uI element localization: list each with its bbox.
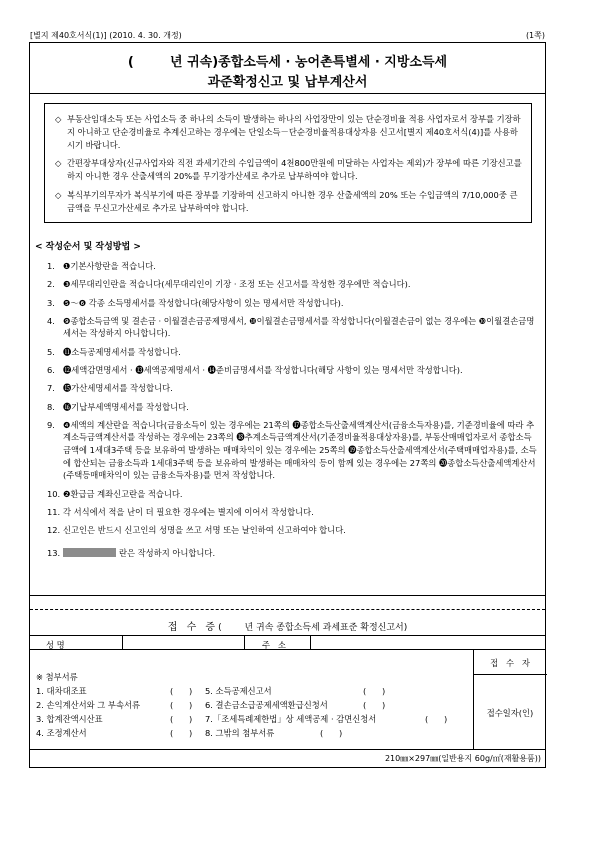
cell-divider <box>310 635 311 649</box>
check-paren: ( ) <box>363 700 386 710</box>
notice-text: 부동산임대소득 또는 사업소득 중 하나의 소득이 발생하는 하나의 사업장만이 있는 단순경비율 적용 사업자로서 장부를 기장하지 아니하고 단순경비율로 추계신고하는 경우에는 단일소득－단순경비율적용대상자용 신고서[별지 제40호서식(4)]를 사용하시기 바랍니다. <box>67 114 521 150</box>
attachments-title: ※ 첨부서류 <box>36 672 78 682</box>
check-paren: ( ) <box>320 728 343 738</box>
step-text: ❸세무대리인란을 적습니다(세무대리인이 기장 · 조정 또는 신고서를 작성한 경우에만 적습니다). <box>63 279 411 290</box>
instruction-item <box>47 297 539 310</box>
step-number: 8. <box>47 401 55 412</box>
step-text: ❹세액의 계산란을 적습니다(금융소득이 있는 경우에는 21쪽의 ⓱종합소득산출세액계산서(금융소득자용)를, 기준경비율에 따라 추계소득금액계산서를 작성하는 경우에는 23쪽의 ⓲추계소득금액계산서(기준경비율적용대상자용)를, 부동산매매업자로서 종합소득금액에 1세대3주택 등을 보유하여 발생하는 매매차익이 있는 경우에는 25쪽의 ⓳종합소득산출세액계산서(주택매매업자용)를, 소득에 합산되는 금융소득과 1세대3주택 등을 보유하여 발생하는 매매차익 등이 함께 있는 경우에는 27쪽의 ⓴종합소득산출세액계산서(주택등매매차익이 있는 금융소득자용)를 먼저 작성합니다. <box>63 419 537 481</box>
receipt-title-main: 접 수 증 <box>167 622 219 633</box>
attachment-label: 5. 소득공제신고서 <box>205 686 272 696</box>
instruction-item <box>47 506 539 519</box>
instructions-bottom-rule <box>30 595 545 596</box>
form-number: [별지 제40호서식(1)] (2010. 4. 30. 개정) <box>30 31 182 40</box>
check-paren: ( ) <box>170 714 193 724</box>
form-title-line2: 과준확정신고 및 납부계산서 <box>207 75 368 90</box>
cell-divider <box>244 635 245 649</box>
form-title-line1: ( 년 귀속)종합소득세 · 농어촌특별세 · 지방소득세 <box>127 55 448 70</box>
step-text: ❺～❻ 각종 소득명세서를 작성합니다(해당사항이 있는 명세서만 작성합니다). <box>63 297 344 308</box>
step-number: 3. <box>47 297 55 308</box>
step-text: ❷환급금 계좌신고란을 적습니다. <box>63 488 183 499</box>
page-number: (1쪽) <box>525 31 545 40</box>
step-number: 9. <box>47 419 55 430</box>
notice-box <box>44 103 532 223</box>
attachment-label: 4. 조정계산서 <box>36 728 87 738</box>
attachment-item <box>36 685 193 698</box>
attachment-item <box>36 713 193 726</box>
attachment-item <box>205 699 386 712</box>
receipt-rule <box>30 635 545 636</box>
step-number: 7. <box>47 383 55 394</box>
step-text: ⓫소득공제명세서를 작성합니다. <box>63 346 181 357</box>
attachment-label: 1. 대차대조표 <box>36 686 87 696</box>
attachment-label: 8. 그밖의 첨부서류 <box>205 728 275 738</box>
notice-text: 간편장부대상자(신규사업자와 직전 과세기간의 수입금액이 4천800만원에 미달하는 사업자는 제외)가 장부에 따른 기장신고를 하지 아니한 경우 산출세액의 20%를 무기장가산세로 추가로 납부하여야 합니다. <box>67 158 522 182</box>
step-number: 4. <box>47 315 55 326</box>
step-text: 각 서식에서 적을 난이 더 필요한 경우에는 별지에 이어서 작성합니다. <box>63 506 314 517</box>
diamond-icon: ◇ <box>55 158 62 169</box>
step-number: 6. <box>47 365 55 375</box>
instruction-item <box>47 488 539 501</box>
step-text: 란은 작성하지 아니합니다. <box>119 547 216 558</box>
attachment-item <box>205 685 386 698</box>
receiver-label: 접 수 자 <box>490 658 530 668</box>
notice-item <box>55 157 523 183</box>
cut-line <box>30 609 545 610</box>
receipt-title-sub: ( 년 귀속 종합소득세 과세표준 확정신고서) <box>218 623 408 633</box>
receiver-rule <box>473 674 547 675</box>
receipt-title <box>30 618 545 633</box>
instruction-item <box>47 346 539 359</box>
step-text: ❶기본사항란을 적습니다. <box>63 261 156 271</box>
notice-text: 복식부기의무자가 복식부기에 따른 장부를 기장하여 신고하지 아니한 경우 산출세액의 20% 또는 수입금액의 7/10,000중 큰 금액을 무신고가산세로 추가로 납부하여야 합니다. <box>67 189 518 213</box>
notice-item <box>55 189 523 215</box>
form-frame <box>29 42 546 768</box>
cell-divider <box>122 635 123 649</box>
receipt-rule <box>30 649 545 650</box>
attachment-item <box>36 699 193 712</box>
check-paren: ( ) <box>170 728 193 738</box>
step-number: 5. <box>47 346 55 357</box>
step-number: 1. <box>47 261 55 271</box>
address-label: 주 소 <box>262 640 286 650</box>
attachment-label: 6. 결손금소급공제세액환급신청서 <box>205 700 328 710</box>
instruction-item <box>47 382 539 395</box>
step-number: 2. <box>47 279 55 290</box>
name-label: 성 명 <box>46 640 65 650</box>
instruction-item <box>47 278 539 291</box>
shaded-box-sample <box>63 548 116 557</box>
section-heading: < 작성순서 및 작성방법 > <box>35 242 141 252</box>
instruction-item <box>47 315 539 340</box>
notice-item <box>55 113 523 151</box>
step-text: ⓰기납부세액명세서를 작성합니다. <box>63 401 189 412</box>
attachment-item <box>205 713 448 726</box>
paper-spec: 210㎜×297㎜(일반용지 60g/㎡(재활용품)) <box>384 754 541 763</box>
instruction-item <box>47 364 539 377</box>
attachment-label: 3. 합계잔액시산표 <box>36 714 103 724</box>
step-number: 10. <box>47 488 61 499</box>
receipt-date-label: 접수일자(인) <box>486 708 534 718</box>
instruction-list <box>47 260 539 565</box>
instruction-item <box>47 260 539 273</box>
diamond-icon: ◇ <box>55 189 62 200</box>
step-text: 신고인은 반드시 신고인의 성명을 쓰고 서명 또는 날인하여 신고하여야 합니다. <box>63 525 346 536</box>
check-paren: ( ) <box>170 686 193 696</box>
step-number: 12. <box>47 525 61 536</box>
step-text: ❾종합소득금액 및 결손금 · 이월결손금공제명세서, ❿이월결손금명세서를 작성합니다(이월결손금이 없는 경우에는 ❿이월결손금명세서는 작성하지 아니합니다). <box>63 315 535 339</box>
receipt-bottom-rule <box>30 749 545 750</box>
attachment-label: 2. 손익계산서와 그 부속서류 <box>36 700 140 710</box>
step-number: 11. <box>47 506 61 517</box>
step-number: 13. <box>47 547 61 558</box>
step-text: ⓯가산세명세서를 작성합니다. <box>63 383 173 394</box>
instruction-item <box>47 547 539 560</box>
step-text: ⓬세액감면명세서 · ⓭세액공제명세서 · ⓮준비금명세서를 작성합니다(해당 사항이 있는 명세서만 작성합니다). <box>63 365 463 375</box>
instruction-item <box>47 419 539 482</box>
diamond-icon: ◇ <box>55 114 62 124</box>
instruction-item <box>47 524 539 537</box>
check-paren: ( ) <box>363 686 386 696</box>
attachment-label: 7.「조세특례제한법」상 세액공제 · 감면신청서 <box>205 714 377 724</box>
check-paren: ( ) <box>425 714 448 724</box>
instruction-item <box>47 401 539 414</box>
attachment-item <box>36 727 193 740</box>
check-paren: ( ) <box>170 700 193 710</box>
attachment-item <box>205 727 343 740</box>
title-divider <box>30 93 545 94</box>
